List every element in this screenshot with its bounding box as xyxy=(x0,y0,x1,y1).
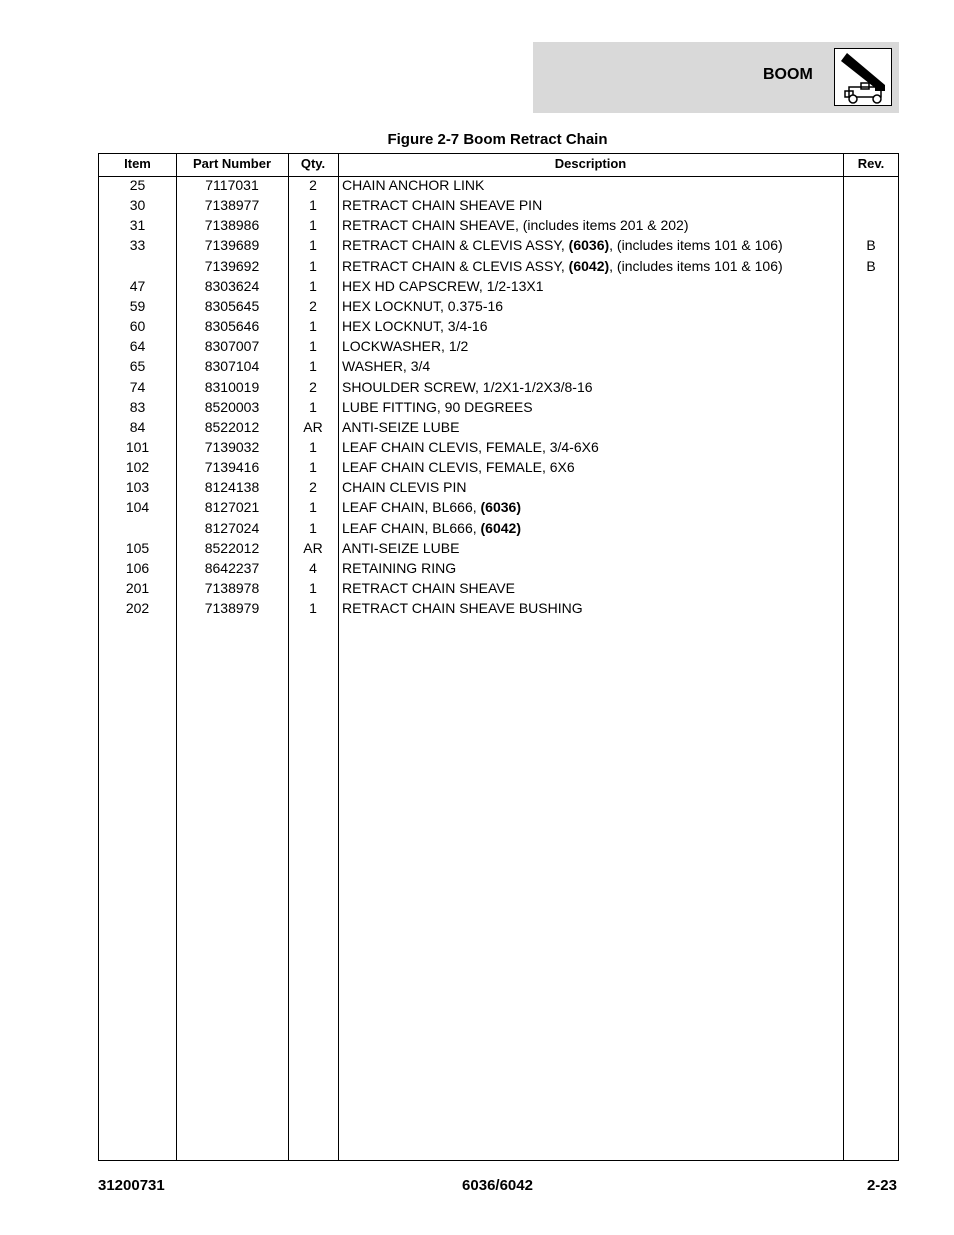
item-number: 105 xyxy=(125,539,150,556)
table-row xyxy=(99,477,898,497)
item-number: 101 xyxy=(125,438,150,455)
description: LOCKWASHER, 1/2 xyxy=(342,338,469,355)
description: LEAF CHAIN CLEVIS, FEMALE, 3/4-6X6 xyxy=(342,438,599,455)
model-tag: (6036) xyxy=(568,237,610,254)
table-row xyxy=(99,215,898,235)
part-number: 7138986 xyxy=(204,217,260,234)
item-number: 59 xyxy=(129,297,146,314)
part-number: 8522012 xyxy=(204,418,260,435)
description xyxy=(342,235,842,255)
table-row xyxy=(99,276,898,296)
revision xyxy=(843,195,899,215)
item-number: 64 xyxy=(129,338,146,355)
description: HEX LOCKNUT, 0.375-16 xyxy=(342,297,504,314)
part-number: 7138977 xyxy=(204,197,260,214)
quantity: 1 xyxy=(309,519,317,536)
revision xyxy=(843,437,899,457)
part-number: 8305646 xyxy=(204,318,260,335)
table-row xyxy=(99,195,898,215)
part-number: 7117031 xyxy=(205,177,259,193)
description: CHAIN CLEVIS PIN xyxy=(342,479,467,496)
part-number: 7139032 xyxy=(204,438,260,455)
table-row xyxy=(99,457,898,477)
revision xyxy=(843,215,899,235)
revision xyxy=(843,497,899,517)
model-tag: (6042) xyxy=(480,519,521,536)
column-header-part-number: Part Number xyxy=(192,156,272,171)
revision xyxy=(843,558,899,578)
revision xyxy=(843,336,899,356)
part-number: 8303624 xyxy=(204,277,260,294)
description xyxy=(342,497,842,517)
part-number: 8520003 xyxy=(204,398,260,415)
quantity: 2 xyxy=(309,479,317,496)
item-number xyxy=(99,518,176,538)
part-number: 8127021 xyxy=(204,499,260,516)
model-number: 6036/6042 xyxy=(462,1177,533,1194)
item-number: 33 xyxy=(129,237,146,254)
description: RETRACT CHAIN SHEAVE xyxy=(342,580,515,596)
item-number: 60 xyxy=(129,318,146,335)
description: HEX LOCKNUT, 3/4-16 xyxy=(342,318,488,335)
revision xyxy=(843,518,899,538)
item-number: 201 xyxy=(125,580,150,596)
item-number: 47 xyxy=(129,277,146,294)
description: SHOULDER SCREW, 1/2X1-1/2X3/8-16 xyxy=(342,378,593,395)
quantity: 1 xyxy=(309,237,317,254)
description: LUBE FITTING, 90 DEGREES xyxy=(342,398,533,415)
description: WASHER, 3/4 xyxy=(342,358,431,375)
part-number: 8522012 xyxy=(204,539,260,556)
quantity: 1 xyxy=(309,438,317,455)
table-row xyxy=(99,518,898,538)
revision xyxy=(843,356,899,376)
table-row xyxy=(99,316,898,336)
revision xyxy=(843,538,899,558)
revision xyxy=(843,417,899,437)
item-number: 106 xyxy=(125,559,150,576)
description: RETRACT CHAIN SHEAVE, (includes items 201 & 202) xyxy=(342,217,689,234)
part-number: 8307104 xyxy=(204,358,260,375)
revision xyxy=(843,578,899,598)
parts-table xyxy=(98,153,899,1161)
revision: B xyxy=(866,237,876,254)
part-number: 7139416 xyxy=(204,459,260,476)
section-title: BOOM xyxy=(763,66,813,83)
table-row xyxy=(99,598,898,618)
table-row xyxy=(99,538,898,558)
column-header-item: Item xyxy=(124,156,151,171)
revision xyxy=(843,598,899,618)
part-number: 8307007 xyxy=(204,338,260,355)
table-row xyxy=(99,497,898,517)
part-number: 8305645 xyxy=(204,297,260,314)
description: CHAIN ANCHOR LINK xyxy=(342,177,485,193)
table-row xyxy=(99,437,898,457)
table-row xyxy=(99,336,898,356)
quantity: 1 xyxy=(309,318,317,335)
description-text: LEAF CHAIN, BL666, xyxy=(342,499,481,516)
quantity: 1 xyxy=(309,257,317,274)
table-row xyxy=(99,256,898,276)
quantity: 2 xyxy=(309,177,317,193)
part-number: 8127024 xyxy=(204,519,260,536)
quantity: 4 xyxy=(309,559,317,576)
table-row xyxy=(99,356,898,376)
document-number: 31200731 xyxy=(98,1177,165,1194)
quantity: 1 xyxy=(309,338,317,355)
description xyxy=(342,518,842,538)
item-number: 103 xyxy=(125,479,150,496)
table-row xyxy=(99,417,898,437)
item-number: 102 xyxy=(125,459,150,476)
item-number: 30 xyxy=(129,197,146,214)
quantity: 1 xyxy=(309,277,317,294)
column-header-rev: Rev. xyxy=(857,156,885,171)
page-number: 2-23 xyxy=(866,1177,897,1194)
revision xyxy=(843,296,899,316)
part-number: 7138979 xyxy=(204,600,260,617)
model-tag: (6042) xyxy=(568,257,610,274)
quantity: 1 xyxy=(309,580,317,596)
description: ANTI-SEIZE LUBE xyxy=(342,418,460,435)
item-number: 74 xyxy=(129,378,146,395)
revision xyxy=(843,377,899,397)
description: HEX HD CAPSCREW, 1/2-13X1 xyxy=(342,277,544,294)
table-row xyxy=(99,558,898,578)
revision xyxy=(843,175,899,195)
description: RETRACT CHAIN SHEAVE BUSHING xyxy=(342,600,583,617)
boom-telehandler-icon xyxy=(834,48,892,106)
item-number: 202 xyxy=(125,600,150,617)
part-number: 7138978 xyxy=(204,580,260,596)
column-header-qty: Qty. xyxy=(300,156,326,171)
quantity: AR xyxy=(303,539,323,556)
description-text: RETRACT CHAIN & CLEVIS ASSY, xyxy=(342,237,569,254)
table-row xyxy=(99,235,898,255)
figure-title: Figure 2-7 Boom Retract Chain xyxy=(387,131,608,148)
description: LEAF CHAIN CLEVIS, FEMALE, 6X6 xyxy=(342,459,575,476)
item-number: 83 xyxy=(129,398,146,415)
item-number xyxy=(99,256,176,276)
column-header-description: Description xyxy=(554,156,627,171)
part-number: 7139689 xyxy=(204,237,260,254)
model-tag: (6036) xyxy=(480,499,521,516)
revision xyxy=(843,276,899,296)
quantity: 2 xyxy=(309,297,317,314)
revision xyxy=(843,316,899,336)
part-number: 8310019 xyxy=(204,378,260,395)
revision xyxy=(843,397,899,417)
quantity: AR xyxy=(303,418,323,435)
table-row xyxy=(99,377,898,397)
quantity: 1 xyxy=(309,358,317,375)
description: ANTI-SEIZE LUBE xyxy=(342,539,460,556)
table-row xyxy=(99,578,898,598)
description: RETAINING RING xyxy=(342,559,457,576)
description xyxy=(342,256,842,276)
part-number: 8124138 xyxy=(204,479,260,496)
description-note: , (includes items 101 & 106) xyxy=(609,257,783,274)
description-text: RETRACT CHAIN & CLEVIS ASSY, xyxy=(342,257,569,274)
table-row xyxy=(99,175,898,195)
item-number: 84 xyxy=(129,418,146,435)
item-number: 25 xyxy=(129,177,146,193)
revision xyxy=(843,457,899,477)
quantity: 1 xyxy=(309,459,317,476)
quantity: 1 xyxy=(309,499,317,516)
quantity: 1 xyxy=(309,398,317,415)
revision xyxy=(843,477,899,497)
quantity: 1 xyxy=(309,600,317,617)
part-number: 7139692 xyxy=(204,257,260,274)
table-row xyxy=(99,397,898,417)
table-row xyxy=(99,296,898,316)
description-text: LEAF CHAIN, BL666, xyxy=(342,519,481,536)
item-number: 65 xyxy=(129,358,146,375)
quantity: 2 xyxy=(309,378,317,395)
quantity: 1 xyxy=(309,217,317,234)
item-number: 31 xyxy=(129,217,146,234)
description: RETRACT CHAIN SHEAVE PIN xyxy=(342,197,543,214)
revision: B xyxy=(866,257,876,274)
part-number: 8642237 xyxy=(204,559,260,576)
item-number: 104 xyxy=(125,499,150,516)
description-note: , (includes items 101 & 106) xyxy=(609,237,783,254)
quantity: 1 xyxy=(309,197,317,214)
